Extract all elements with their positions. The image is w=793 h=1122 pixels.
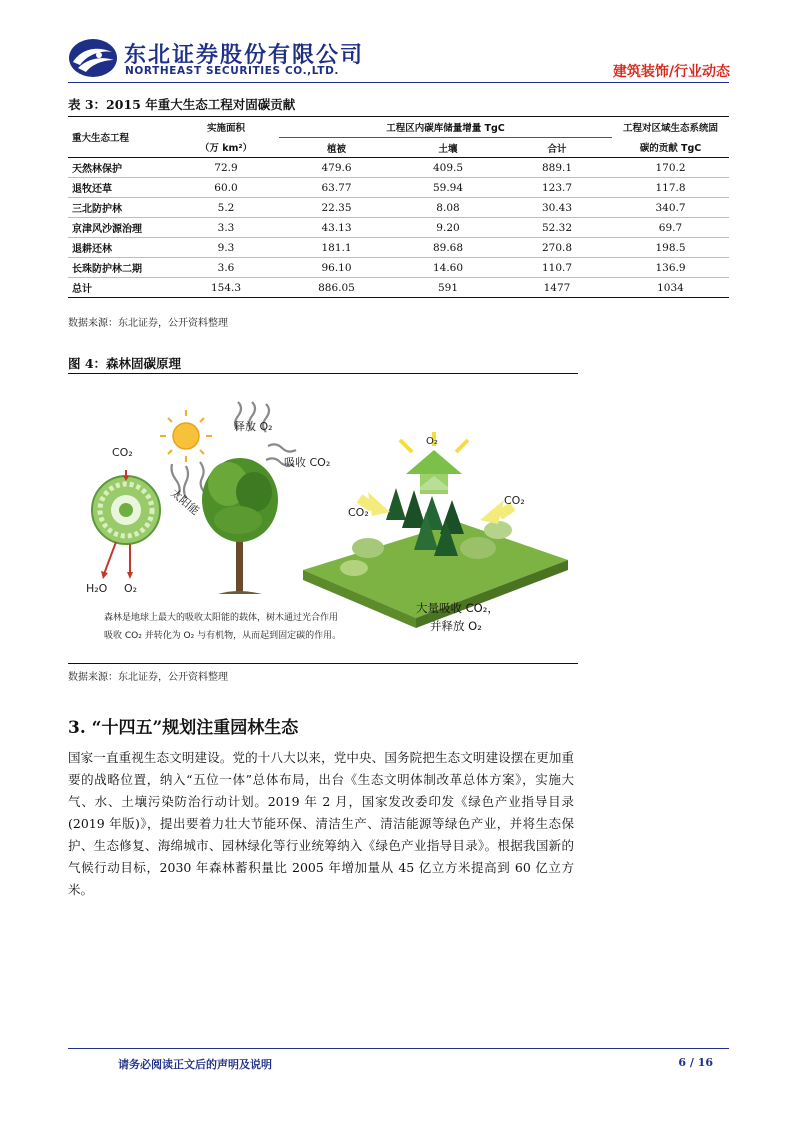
cell-contribution: 170.2 bbox=[612, 158, 729, 178]
cell-area: 3.6 bbox=[173, 258, 279, 278]
cell-vegetation: 181.1 bbox=[279, 238, 394, 258]
table-row bbox=[68, 278, 729, 298]
cell-area: 3.3 bbox=[173, 218, 279, 238]
col-header-project: 重大生态工程 bbox=[68, 117, 173, 158]
cell-total: 110.7 bbox=[502, 258, 612, 278]
figure-source: 数据来源：东北证券，公开资料整理 bbox=[68, 672, 228, 683]
cell-vegetation: 96.10 bbox=[279, 258, 394, 278]
figure-title: 图 4：森林固碳原理 bbox=[68, 356, 182, 371]
cell-area: 72.9 bbox=[173, 158, 279, 178]
table-body bbox=[68, 158, 729, 298]
table-title: 表 3：2015 年重大生态工程对固碳贡献 bbox=[68, 97, 296, 112]
figure-top-rule bbox=[68, 373, 578, 374]
cell-vegetation: 479.6 bbox=[279, 158, 394, 178]
cell-contribution: 136.9 bbox=[612, 258, 729, 278]
cell-contribution: 117.8 bbox=[612, 178, 729, 198]
label-co2-right-a: CO₂ bbox=[348, 506, 369, 519]
cell-project-name: 总计 bbox=[68, 278, 173, 298]
cell-area: 60.0 bbox=[173, 178, 279, 198]
sun-icon bbox=[160, 410, 212, 462]
table-source: 数据来源：东北证券，公开资料整理 bbox=[68, 318, 228, 329]
cell-contribution: 340.7 bbox=[612, 198, 729, 218]
cell-area: 5.2 bbox=[173, 198, 279, 218]
cell-soil: 59.94 bbox=[394, 178, 502, 198]
cell-total: 270.8 bbox=[502, 238, 612, 258]
label-absorb-co2: 吸收 CO₂ bbox=[284, 456, 331, 469]
o2-release-arrow-icon bbox=[406, 450, 462, 494]
col-header-total: 合计 bbox=[502, 138, 612, 158]
label-o2-leaf: O₂ bbox=[124, 582, 138, 595]
tree-icon bbox=[202, 458, 278, 594]
col-header-vegetation: 植被 bbox=[279, 138, 394, 158]
cell-area: 9.3 bbox=[173, 238, 279, 258]
cell-soil: 8.08 bbox=[394, 198, 502, 218]
cell-vegetation: 63.77 bbox=[279, 178, 394, 198]
label-release-o2: 释放 O₂ bbox=[234, 420, 273, 433]
cell-soil: 9.20 bbox=[394, 218, 502, 238]
cell-vegetation: 43.13 bbox=[279, 218, 394, 238]
label-co2-right-b: CO₂ bbox=[504, 494, 525, 507]
leaf-cross-section-icon bbox=[92, 476, 160, 544]
label-big-absorb-line2: 并释放 O₂ bbox=[430, 619, 482, 633]
col-header-contrib-line2: 碳的贡献 TgC bbox=[612, 138, 729, 158]
cell-total: 52.32 bbox=[502, 218, 612, 238]
figure-caption-line2: 吸收 CO₂ 并转化为 O₂ 与有机物，从而起到固定碳的作用。 bbox=[104, 631, 342, 641]
cell-project-name: 退牧还草 bbox=[68, 178, 173, 198]
disclaimer-note: 请务必阅读正文后的声明及说明 bbox=[118, 1058, 272, 1071]
cell-project-name: 天然林保护 bbox=[68, 158, 173, 178]
cell-area: 154.3 bbox=[173, 278, 279, 298]
cell-soil: 409.5 bbox=[394, 158, 502, 178]
cell-vegetation: 22.35 bbox=[279, 198, 394, 218]
table-row bbox=[68, 258, 729, 278]
page-number: 6 / 16 bbox=[678, 1056, 713, 1069]
table-row bbox=[68, 158, 729, 178]
cell-project-name: 京津风沙源治理 bbox=[68, 218, 173, 238]
cell-total: 889.1 bbox=[502, 158, 612, 178]
cell-vegetation: 886.05 bbox=[279, 278, 394, 298]
cell-soil: 14.60 bbox=[394, 258, 502, 278]
cell-project-name: 三北防护林 bbox=[68, 198, 173, 218]
cell-contribution: 1034 bbox=[612, 278, 729, 298]
table-header-row-1 bbox=[68, 117, 729, 138]
label-h2o: H₂O bbox=[86, 582, 108, 595]
figure-caption-line1: 森林是地球上最大的吸收太阳能的载体，树木通过光合作用 bbox=[104, 613, 339, 623]
carbon-contribution-table bbox=[68, 117, 729, 298]
northeast-securities-logo-icon bbox=[68, 38, 118, 78]
cell-contribution: 198.5 bbox=[612, 238, 729, 258]
company-name-cn: 东北证券股份有限公司 bbox=[124, 43, 365, 68]
cell-project-name: 长珠防护林二期 bbox=[68, 258, 173, 278]
label-solar: 太阳能 bbox=[168, 486, 202, 518]
footer-divider bbox=[68, 1048, 729, 1049]
table-row bbox=[68, 238, 729, 258]
col-header-carbon-group: 工程区内碳库储量增量 TgC bbox=[279, 117, 612, 138]
cell-contribution: 69.7 bbox=[612, 218, 729, 238]
table-row bbox=[68, 178, 729, 198]
cell-soil: 591 bbox=[394, 278, 502, 298]
col-header-area-line2: （万 km²） bbox=[173, 138, 279, 158]
report-category: 建筑装饰/行业动态 bbox=[612, 64, 730, 80]
table-row bbox=[68, 198, 729, 218]
body-paragraph: 国家一直重视生态文明建设。党的十八大以来，党中央、国务院把生态文明建设摆在更加重要的战略位置，纳入“五位一体”总体布局，出台《生态文明体制改革总体方案》，实施大气、水、土壤污染防治行动计划。2019 年 2 月，国家发改委印发《绿色产业指导目录(2019 年版)》，提出要着力壮大节能环保、清洁生产、清洁能源等绿色产业，并将生态保护、生态修复、海绵城市、园林绿化等行业统筹纳入《绿色产业指导目录》。根据我国新的气候行动目标，2030 年森林蓄积量比 2005 年增加量从 45 亿立方米提高到 60 亿立方米。 bbox=[68, 750, 574, 897]
figure-bottom-rule bbox=[68, 663, 578, 664]
label-o2-top: O₂ bbox=[426, 436, 438, 447]
section-heading: 3. “十四五”规划注重园林生态 bbox=[68, 718, 299, 738]
cell-total: 1477 bbox=[502, 278, 612, 298]
cell-total: 123.7 bbox=[502, 178, 612, 198]
cell-project-name: 退耕还林 bbox=[68, 238, 173, 258]
label-co2-left: CO₂ bbox=[112, 446, 133, 459]
company-name-en: NORTHEAST SECURITIES CO.,LTD. bbox=[125, 65, 339, 77]
col-header-soil: 土壤 bbox=[394, 138, 502, 158]
header-divider bbox=[68, 82, 729, 83]
col-header-area-line1: 实施面积 bbox=[206, 123, 245, 135]
table-row bbox=[68, 218, 729, 238]
cell-total: 30.43 bbox=[502, 198, 612, 218]
label-big-absorb-line1: 大量吸收 CO₂， bbox=[416, 601, 499, 615]
cell-soil: 89.68 bbox=[394, 238, 502, 258]
col-header-contrib-line1: 工程对区域生态系统固 bbox=[622, 123, 718, 135]
forest-carbon-diagram bbox=[68, 380, 578, 660]
